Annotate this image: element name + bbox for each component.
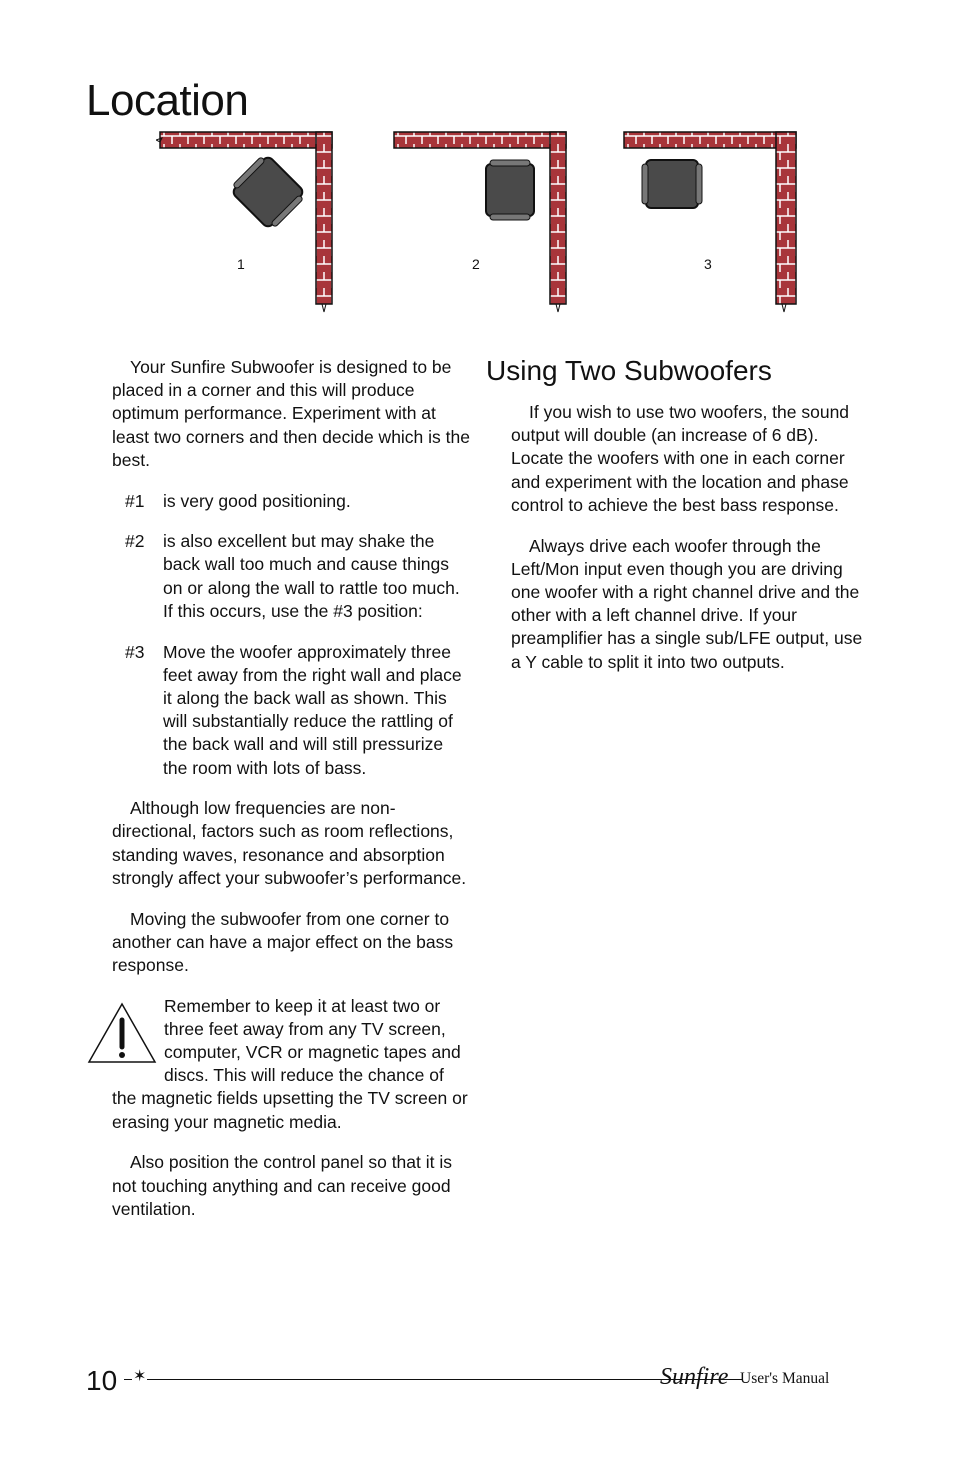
- list-item: [112, 530, 472, 623]
- subwoofer-icon: [486, 164, 534, 216]
- intro-paragraph: Your Sunfire Subwoofer is designed to be placed in a corner and this will produce optimum performance. Experiment with at least two corners and then decide which is the best.: [112, 357, 470, 470]
- brick-wall-graphic: [620, 128, 800, 316]
- page-title: Location: [86, 76, 249, 125]
- corner-diagram-2: [390, 128, 570, 316]
- diagram-label: 2: [472, 256, 480, 272]
- diagram-label: 3: [704, 256, 712, 272]
- list-text: is also excellent but may shake the back wall too much and cause things on or along the wall to rattle too much. If this occurs, use the #3 position:: [163, 531, 460, 621]
- left-column: [112, 356, 472, 1239]
- star-icon: ✶: [133, 1368, 147, 1385]
- subwoofer-icon: [231, 155, 305, 229]
- paragraph: If you wish to use two woofers, the sound output will double (an increase of 6 dB). Locate the woofers with one in each corner and experiment with the location and phase control to achieve the best bass response.: [511, 402, 850, 515]
- manual-label: User's Manual: [740, 1370, 830, 1387]
- subwoofer-icon: [646, 160, 698, 208]
- right-column: [511, 401, 871, 691]
- section-heading: Using Two Subwoofers: [486, 355, 772, 386]
- paragraph: Also position the control panel so that it is not touching anything and can receive good ventilation.: [112, 1152, 452, 1219]
- list-number: #3: [125, 641, 145, 662]
- page-footer: [86, 1363, 868, 1396]
- brick-wall-graphic: [156, 128, 336, 316]
- warning-text: Remember to keep it at least two or three feet away from any TV screen, computer, VCR or magnetic tapes and discs. This will reduce the chance of the magnetic fields upsetting the TV screen or erasing your magnetic media.: [112, 995, 468, 1132]
- diagram-label: 1: [237, 256, 245, 272]
- warning-triangle-icon: [86, 1001, 158, 1065]
- paragraph: Moving the subwoofer from one corner to another can have a major effect on the bass response.: [112, 908, 454, 975]
- corner-diagram-1: [156, 128, 336, 316]
- corner-diagram-3: [620, 128, 800, 316]
- brick-wall-graphic: [390, 128, 570, 316]
- warning-note: [112, 995, 472, 1134]
- list-item: [112, 641, 472, 780]
- page-number: 10: [86, 1365, 118, 1396]
- list-number: #1: [125, 490, 145, 511]
- paragraph: Always drive each woofer through the Left/Mon input even though you are driving one woofer with a right channel drive and the other with a left channel drive. If your preamplifier has a single sub/LFE output, use a Y cable to split it into two outputs.: [511, 535, 863, 672]
- paragraph: Although low frequencies are non-directional, factors such as room reflections, standing waves, resonance and absorption strongly affect your subwoofer’s performance.: [112, 798, 467, 888]
- list-item: [112, 490, 472, 513]
- list-number: #2: [125, 531, 145, 552]
- list-text: is very good positioning.: [163, 490, 351, 511]
- list-text: Move the woofer approximately three feet away from the right wall and place it along the back wall as shown. This will substantially reduce the rattling of the back wall and will still pressurize the room with lots of bass.: [163, 641, 462, 778]
- footer-rule: [124, 1379, 742, 1380]
- brand-logo: Sunfire: [660, 1364, 729, 1390]
